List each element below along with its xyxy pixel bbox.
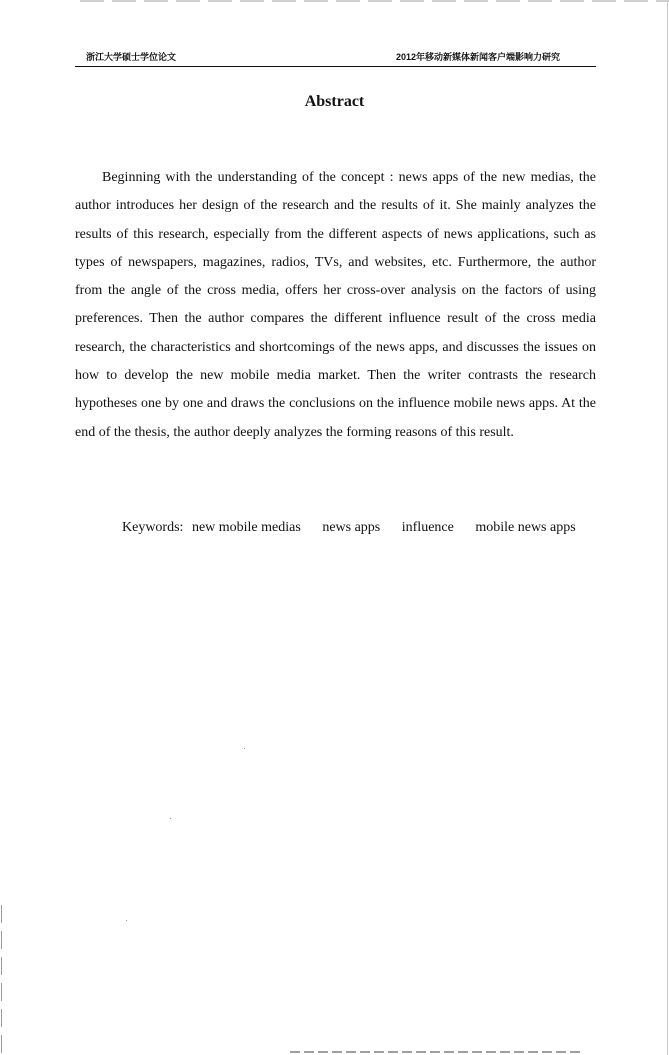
- page-title: Abstract: [304, 93, 365, 110]
- header-thesis-title: 2012年移动新媒体新闻客户端影响力研究: [395, 52, 560, 62]
- scan-edge-top: [80, 0, 669, 2]
- scan-edge-left: [1, 905, 2, 1055]
- header-thesis-label: 浙江大学硕士学位论文: [86, 52, 177, 62]
- keyword-term: news apps: [322, 520, 381, 535]
- scan-speck: [126, 920, 127, 921]
- scan-speck: [244, 748, 245, 749]
- keywords-line: [122, 520, 596, 536]
- keyword-term: mobile news apps: [475, 520, 576, 535]
- keyword-term: new mobile medias: [191, 520, 301, 535]
- scan-edge-bottom: [290, 1051, 580, 1053]
- keyword-term: influence: [401, 520, 454, 535]
- scan-edge-right: [667, 0, 668, 1055]
- scan-speck: [170, 818, 171, 819]
- abstract-paragraph: Beginning with the understanding of the concept : news apps of the new medias, the author introduces her design of the research and the results of it. She mainly analyzes the results of this research, especially from the different aspects of news applications, such as types of newspapers, magazines, radios, TVs, and websites, etc. Furthermore, the author from the angle of the cross media, offers her cross-over analysis on the factors of using preferences. Then the author compares the different influence result of the cross media research, the characteristics and shortcomings of the news apps, and discusses the issues on how to develop the new mobile media market. Then the writer contrasts the research hypotheses one by one and draws the conclusions on the influence mobile news apps. At the end of the thesis, the author deeply analyzes the forming reasons of this result.: [75, 170, 596, 440]
- running-header: [75, 48, 596, 62]
- keywords-label: Keywords:: [122, 520, 184, 535]
- header-rule: [75, 66, 596, 67]
